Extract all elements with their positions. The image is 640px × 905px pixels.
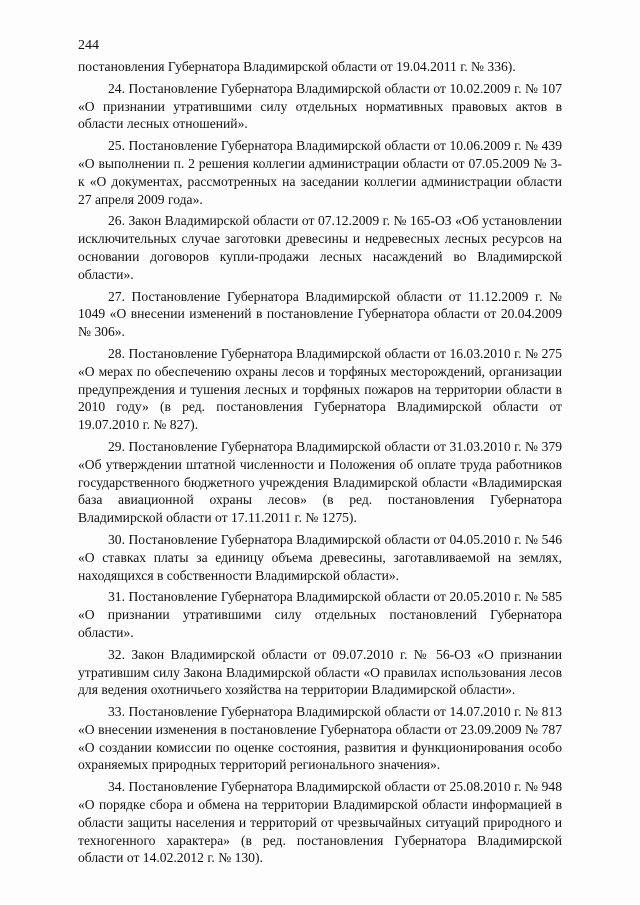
page-number: 244 [78, 38, 99, 53]
paragraph-item-29: 29. Постановление Губернатора Владимирской области от 31.03.2010 г. № 379 «Об утверждении штатной численности и Положения об оплате труда работников государственного бюджетного учреждения Владимирской области «Владимирская база авиационной охраны лесов» (в ред. постановления Губернатора Владимирской области от 17.11.2011 г. № 1275). [78, 438, 562, 526]
paragraph-item-30: 30. Постановление Губернатора Владимирской области от 04.05.2010 г. № 546 «О ставках платы за единицу объема древесины, заготавливаемой на землях, находящихся в собственности Владимирской области». [78, 531, 562, 583]
paragraph-item-34: 34. Постановление Губернатора Владимирской области от 25.08.2010 г. № 948 «О порядке сбора и обмена на территории Владимирской области информацией в области защиты населения и территорий от чрезвычайных ситуаций природного и техногенного характера» (в ред. постановления Губернатора Владимирской области от 14.02.2012 г. № 130). [78, 779, 562, 866]
paragraph-item-31: 31. Постановление Губернатора Владимирской области от 20.05.2010 г. № 585 «О признании утратившими силу отдельных постановлений Губернатора области». [78, 589, 562, 640]
paragraph-item-28: 28. Постановление Губернатора Владимирской области от 16.03.2010 г. № 275 «О мерах по обеспечению охраны лесов и торфяных месторождений, организации предупреждения и тушения лесных и торфяных пожаров на территории области в 2010 году» (в ред. постановления Губернатора Владимирской области от 19.07.2010 г. № 827). [78, 345, 562, 433]
paragraph-continuation: постановления Губернатора Владимирской области от 19.04.2011 г. № 336). [78, 59, 516, 74]
page-body [78, 58, 562, 871]
paragraph-item-26: 26. Закон Владимирской области от 07.12.2009 г. № 165-ОЗ «Об установлении исключительных случае заготовки древесины и недревесных лесных ресурсов на основании договоров купли-продажи лесных насаждений во Владимирской области». [78, 213, 562, 282]
paragraph-item-24: 24. Постановление Губернатора Владимирской области от 10.02.2009 г. № 107 «О признании утратившими силу отдельных нормативных правовых актов в области лесных отношений». [78, 80, 562, 132]
paragraph-item-27: 27. Постановление Губернатора Владимирской области от 11.12.2009 г. № 1049 «О внесении изменений в постановление Губернатора области от 20.04.2009 № 306». [78, 288, 562, 340]
paragraph-item-25: 25. Постановление Губернатора Владимирской области от 10.06.2009 г. № 439 «О выполнении п. 2 решения коллегии администрации области от 07.05.2009 № 3-к «О документах, рассмотренных на заседании коллегии администрации области 27 апреля 2009 года». [78, 138, 562, 207]
paragraph-item-32: 32. Закон Владимирской области от 09.07.2010 г. № 56-ОЗ «О признании утратившим силу Закона Владимирской области «О правилах использования лесов для ведения охотничьего хозяйства на территории Владимирской области». [78, 646, 562, 698]
paragraph-item-33: 33. Постановление Губернатора Владимирской области от 14.07.2010 г. № 813 «О внесении изменения в постановление Губернатора области от 23.09.2009 № 787 «О создании комиссии по оценке состояния, развития и функционирования особо охраняемых природных территорий регионального значения». [78, 704, 562, 773]
